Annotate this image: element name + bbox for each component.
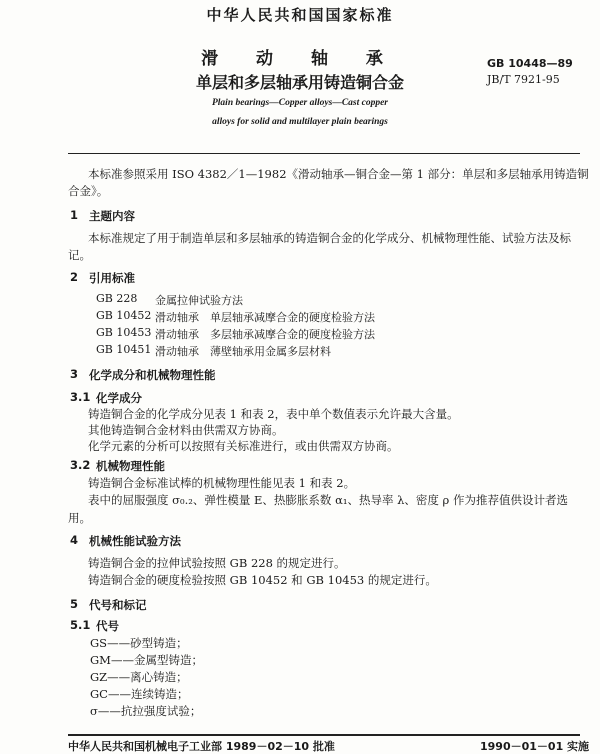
section4-line1: 铸造铜合金的拉伸试验按照 GB 228 的规定进行。 bbox=[88, 556, 346, 570]
section3-2-line1: 铸造铜合金标准试棒的机械物理性能见表 1 和表 2。 bbox=[88, 476, 356, 490]
standard-body-header: 中华人民共和国国家标准 bbox=[206, 6, 394, 24]
header-rule bbox=[68, 153, 580, 154]
section1-number: 1 bbox=[70, 208, 79, 222]
section3-number: 3 bbox=[70, 367, 79, 381]
ref-title: 滑动轴承 单层轴承减摩合金的硬度检验方法 bbox=[155, 311, 375, 324]
ref-title: 金属拉伸试验方法 bbox=[155, 294, 243, 307]
section2-heading: 引用标准 bbox=[89, 271, 135, 285]
ref-code: GB 228 bbox=[96, 292, 138, 305]
code-item: GZ——离心铸造； bbox=[90, 670, 188, 684]
footer-approval: 中华人民共和国机械电子工业部 1989－02－10 批准 bbox=[68, 740, 335, 753]
footer-implementation: 1990－01－01 实施 bbox=[480, 740, 590, 753]
section3-1-line2: 其他铸造铜合金材料由供需双方协商。 bbox=[88, 423, 284, 437]
english-title-line1: Plain bearings—Copper alloys—Cast copper bbox=[211, 98, 389, 108]
section3-2-line3: 用。 bbox=[68, 511, 91, 525]
ref-title: 滑动轴承 薄壁轴承用金属多层材料 bbox=[155, 345, 331, 358]
section1-line2: 记。 bbox=[68, 248, 91, 262]
intro-line1: 本标准参照采用 ISO 4382／1—1982《滑动轴承—铜合金—第 1 部分：单层和多层轴承用铸造铜 bbox=[88, 167, 589, 181]
section3-1-line3: 化学元素的分析可以按照有关标准进行，或由供需双方协商。 bbox=[88, 439, 399, 453]
section3-heading: 化学成分和机械物理性能 bbox=[89, 368, 216, 382]
section5-heading: 代号和标记 bbox=[89, 598, 147, 612]
ref-code: GB 10452 bbox=[96, 309, 152, 322]
standard-code-gb: GB 10448—89 bbox=[487, 57, 573, 70]
section4-line2: 铸造铜合金的硬度检验按照 GB 10452 和 GB 10453 的规定进行。 bbox=[88, 573, 437, 587]
code-item: GM——金属型铸造； bbox=[90, 653, 203, 667]
document-title-line1: 滑 动 轴 承 bbox=[201, 49, 399, 69]
code-item: σ——抗拉强度试验； bbox=[90, 704, 202, 718]
code-item: GC——连续铸造； bbox=[90, 687, 189, 701]
section3-1-heading: 化学成分 bbox=[96, 391, 142, 405]
english-title-line2: alloys for solid and multilayer plain bearings bbox=[212, 117, 388, 127]
section1-line1: 本标准规定了用于制造单层和多层轴承的铸造铜合金的化学成分、机械物理性能、试验方法及标 bbox=[88, 231, 571, 245]
standard-code-jbt: JB/T 7921-95 bbox=[487, 73, 560, 86]
section1-heading: 主题内容 bbox=[89, 209, 135, 223]
section3-2-heading: 机械物理性能 bbox=[96, 459, 165, 473]
code-item: GS——砂型铸造； bbox=[90, 636, 188, 650]
section4-number: 4 bbox=[70, 533, 79, 547]
section5-1-heading: 代号 bbox=[96, 619, 119, 633]
ref-title: 滑动轴承 多层轴承减摩合金的硬度检验方法 bbox=[155, 328, 375, 341]
ref-code: GB 10453 bbox=[96, 326, 152, 339]
section3-2-line2: 表中的屈服强度 σ₀.₂、弹性模量 E、热膨胀系数 α₁、热导率 λ、密度 ρ 作为推荐值供设计者选 bbox=[88, 493, 568, 507]
document-title-line2: 单层和多层轴承用铸造铜合金 bbox=[195, 73, 404, 92]
section2-number: 2 bbox=[70, 270, 79, 284]
section5-number: 5 bbox=[70, 597, 79, 611]
section3-1-line1: 铸造铜合金的化学成分见表 1 和表 2，表中单个数值表示允许最大含量。 bbox=[88, 407, 459, 421]
ref-code: GB 10451 bbox=[96, 343, 152, 356]
intro-line2: 合金》。 bbox=[68, 184, 109, 198]
section3-1-number: 3.1 bbox=[70, 390, 91, 404]
section4-heading: 机械性能试验方法 bbox=[89, 534, 181, 548]
footer-rule bbox=[68, 734, 580, 736]
section5-1-number: 5.1 bbox=[70, 618, 91, 632]
section3-2-number: 3.2 bbox=[70, 458, 91, 472]
